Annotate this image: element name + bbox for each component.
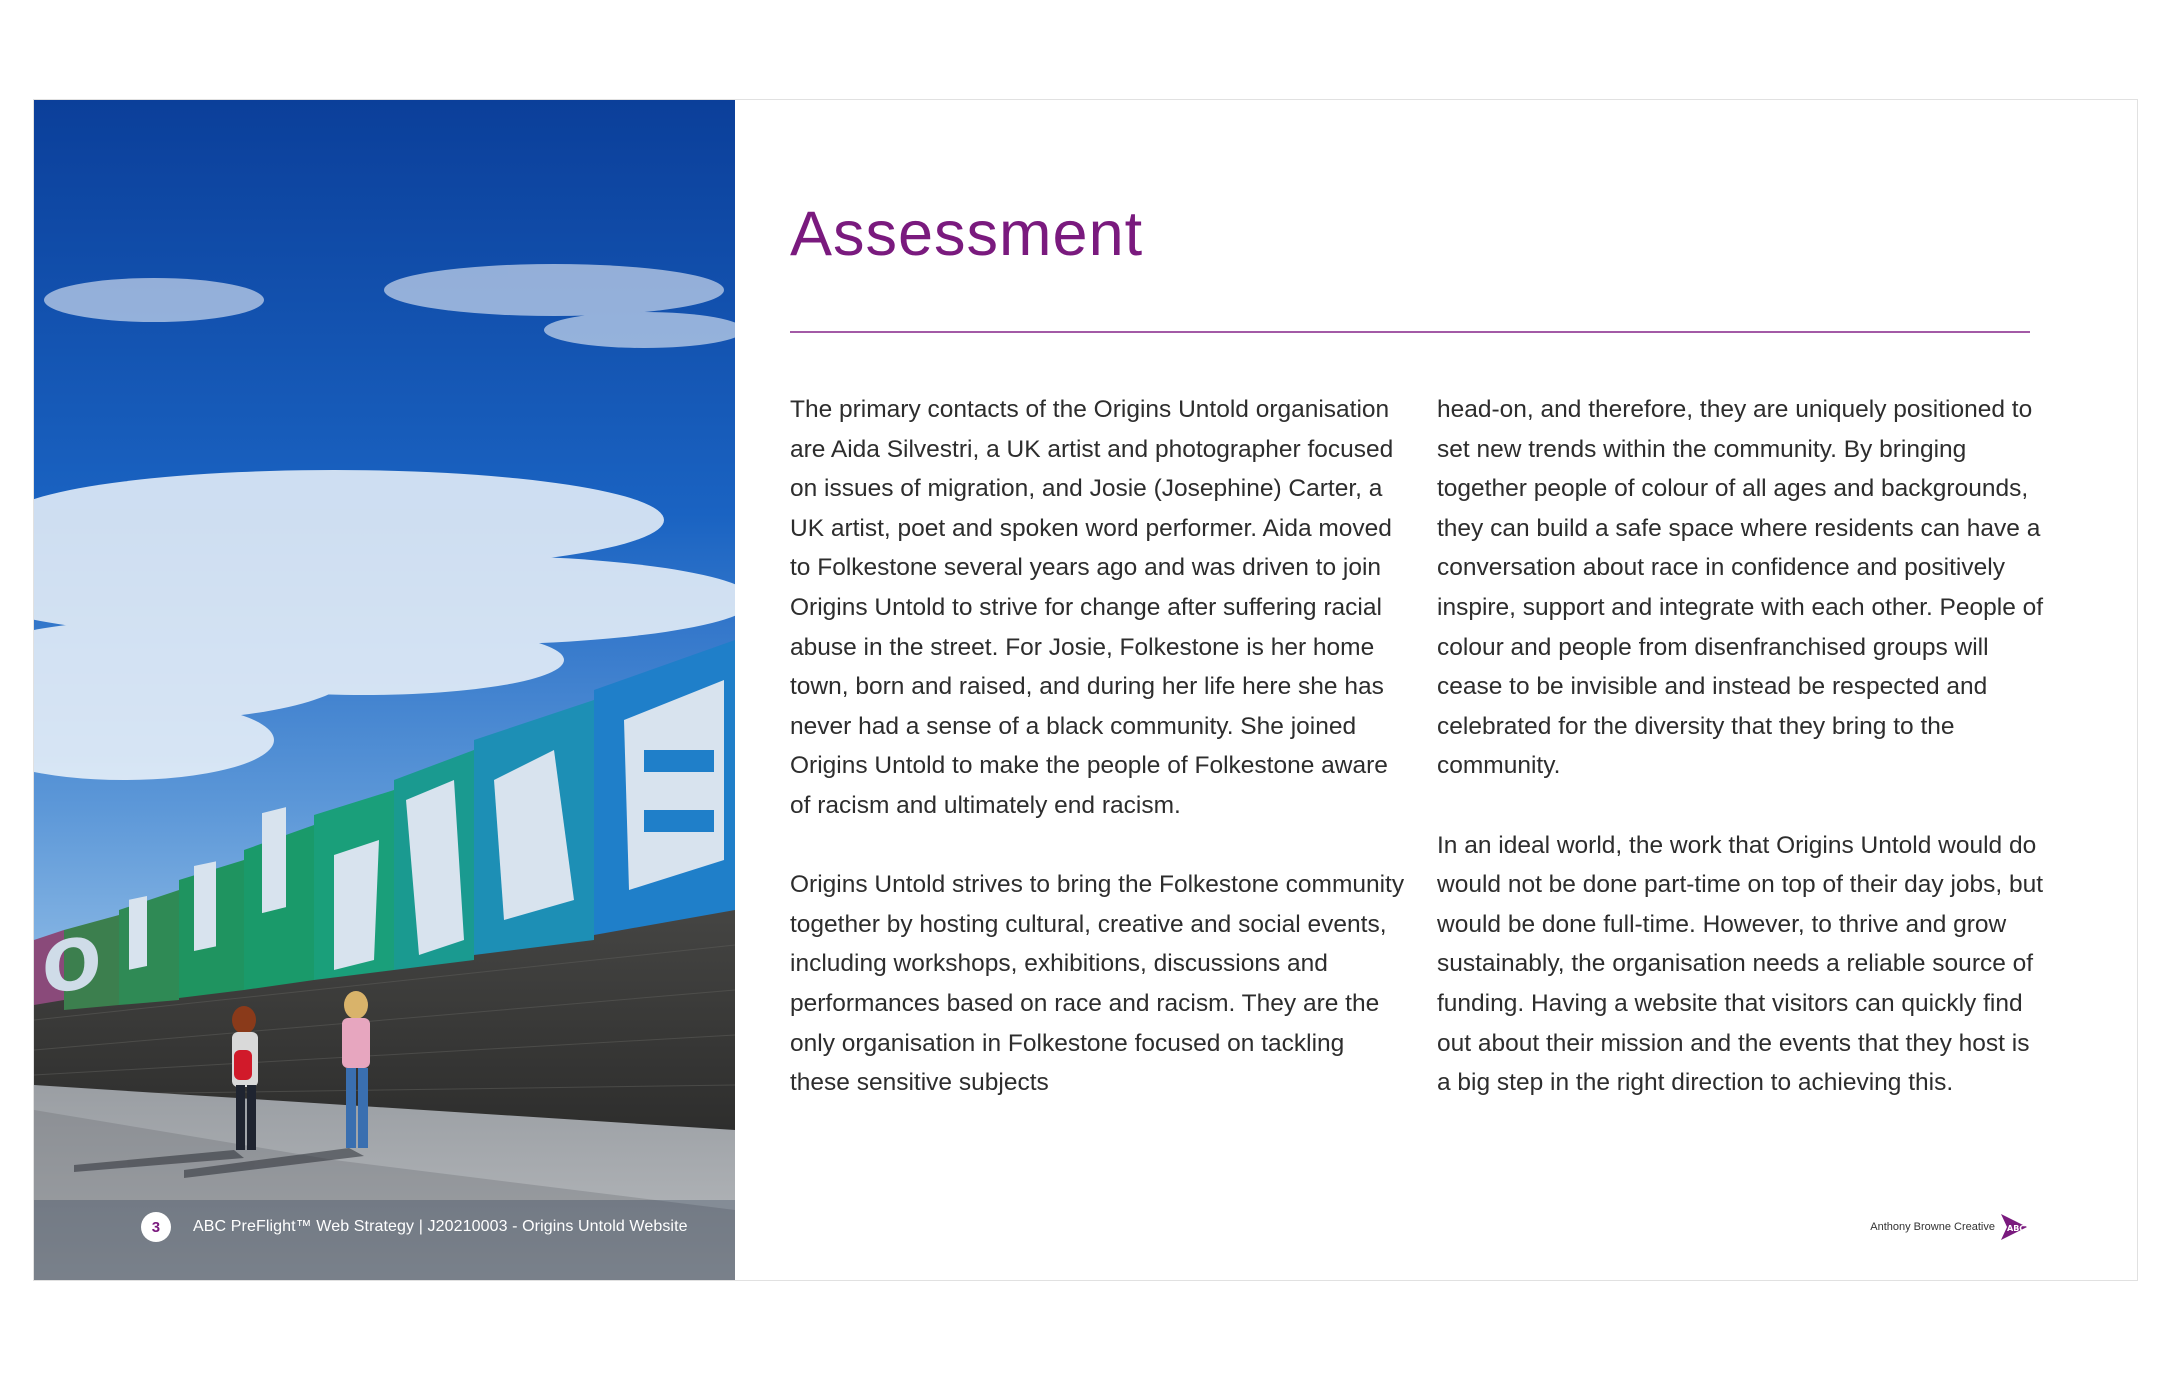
company-name: Anthony Browne Creative	[1870, 1221, 1995, 1233]
paragraph: The primary contacts of the Origins Untold organisation are Aida Silvestri, a UK artist and photographer focused on issues of migration, and Josie (Josephine) Carter, a UK artist, poet and spoken word performer. Aida moved to Folkestone several years ago and was driven to join Origins Untold to strive for change after suffering racial abuse in the street. For Josie, Folkestone is her home town, born and raised, and during her life here she has never had a sense of a black community. She joined Origins Untold to make the people of Folkestone aware of racism and ultimately end racism.	[790, 396, 1394, 819]
paragraph: In an ideal world, the work that Origins Untold would do would not be done part-time on top of their day jobs, but would be done full-time. However, to thrive and grow sustainably, the organisation needs a reliable source of funding. Having a website that visitors can quickly find out about their mission and the events that they host is a big step in the right direction to achieving this.	[1437, 831, 2044, 1097]
content-panel	[790, 100, 2090, 1280]
logo-mark-text: ABC	[2007, 1224, 2026, 1233]
abc-arrow-logo-icon	[1999, 1212, 2029, 1242]
paragraph: Origins Untold strives to bring the Folkestone community together by hosting cultural, creative and social events, including workshops, exhibitions, discussions and performances based on race and racism. They are the only organisation in Folkestone focused on tackling these sensitive subjects	[790, 871, 1405, 1097]
paragraph: head-on, and therefore, they are uniquely positioned to set new trends within the community. By bringing together people of colour of all ages and backgrounds, they can build a safe space where residents can have a conversation about race in confidence and positively inspire, support and integrate with each other. People of colour and people from disenfranchised groups will cease to be invisible and instead be respected and celebrated for the diversity that they bring to the community.	[1437, 396, 2044, 780]
slide-page	[33, 99, 2138, 1281]
page-title: Assessment	[790, 199, 1144, 269]
sign-letter: O	[42, 920, 102, 1011]
page-number-badge: 3	[141, 1212, 171, 1242]
footer	[141, 1212, 688, 1242]
company-logo	[1870, 1212, 2029, 1242]
photo-illustration	[34, 100, 735, 1281]
text-column-2	[1437, 390, 2047, 1142]
document-label: ABC PreFlight™ Web Strategy | J20210003 - Origins Untold Website	[193, 1218, 688, 1235]
folkestone-sign-photo	[34, 100, 735, 1281]
text-column-1	[790, 390, 1410, 1142]
title-divider	[790, 331, 2030, 333]
